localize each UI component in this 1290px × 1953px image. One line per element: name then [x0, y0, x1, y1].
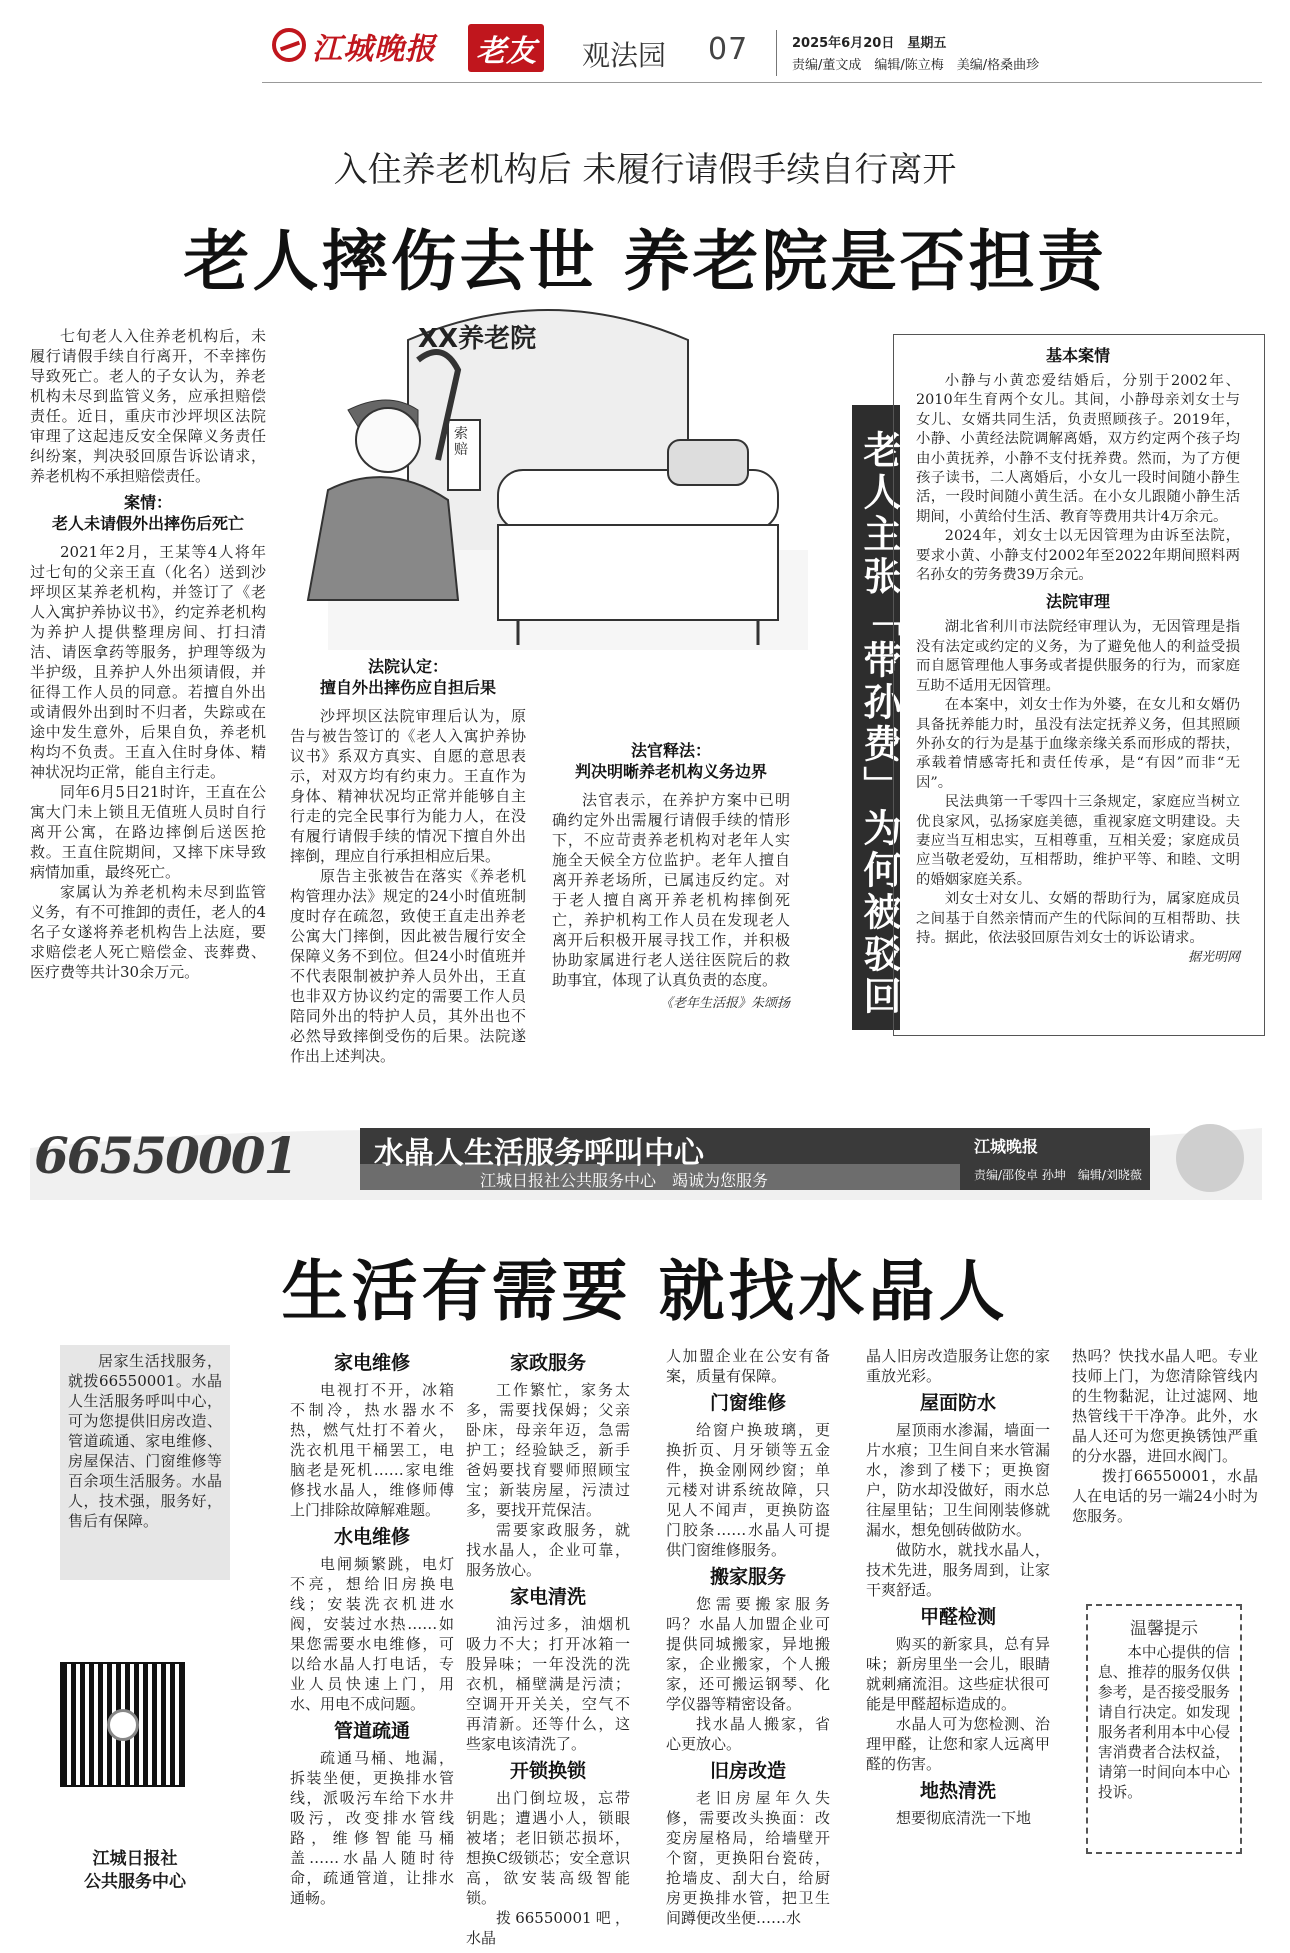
edition-badge: 老友 [468, 24, 544, 72]
service-heading-pipe-unclog: 管道疏通 [333, 1720, 410, 1742]
article-column-1 [30, 326, 266, 982]
divider [262, 82, 1262, 83]
issue-date: 2025年6月20日 星期五 [792, 36, 947, 51]
illustration-sign: XX养老院 [418, 324, 537, 354]
qr-code-icon[interactable] [60, 1662, 185, 1787]
service-heading-floor-heating: 地热清洗 [919, 1780, 996, 1802]
article-paragraph: 法官表示，在养护方案中已明确约定外出需履行请假手续的情形下，不应苛责养老机构对老年人实施全天候全方位监护。老年人擅自离开养老场所，已属违反约定。对于老人擅自离开养老机构摔倒死亡，养护机构工作人员在发现老人离开后积极开展寻找工作，并积极协助家属进行老人送往医院后的救助事宜，体现了认真负责的态度。 [552, 791, 790, 989]
banner-editors: 责编/邵俊卓 孙坤 编辑/刘晓薇 [974, 1168, 1142, 1182]
service-text: 工作繁忙，家务太多，需要找保姆；父亲卧床，母亲年迈，急需护工；经验缺乏，新手爸妈要找育婴师照顾宝宝；新装房屋，污渍过多，要找开荒保洁。 [466, 1381, 630, 1519]
service-heading-waterproofing: 屋面防水 [919, 1392, 996, 1414]
page-number: 07 [708, 32, 749, 67]
service-heading-renovation: 旧房改造 [709, 1760, 786, 1782]
service-heading-moving: 搬家服务 [709, 1566, 786, 1588]
service-text: 拨打66550001，水晶人在电话的另一端24小时为您服务。 [1072, 1467, 1258, 1525]
tip-text: 本中心提供的信息、推荐的服务仅供参考，是否接受服务请自行决定。如发现服务者利用本中心侵害消费者合法权益，请第一时间向本中心投诉。 [1098, 1644, 1230, 1801]
subhead-court: 法院认定： 擅自外出摔伤应自担后果 [319, 657, 496, 697]
service-slogan: 生活有需要 就找水晶人 [281, 1253, 1009, 1330]
service-heading-appliance-cleaning: 家电清洗 [509, 1586, 586, 1608]
sidebar-box [893, 334, 1265, 1036]
article-column-2 [290, 656, 526, 1066]
service-text: 电闸频繁跳，电灯不亮，想给旧房换电线；安装洗衣机进水阀，安装过水热……如果您需要水电维修，可以给水晶人打电话，专业人员快速上门，用水、用电不成问题。 [290, 1555, 454, 1713]
service-intro-box [60, 1345, 230, 1580]
article-column-3 [552, 656, 790, 1014]
article-source: 《老年生活报》朱颂扬 [659, 996, 790, 1011]
article-paragraph: 同年6月5日21时许，王直在公寓大门未上锁且无值班人员时自行离开公寓，在路边摔倒后送医抢救。王直住院期间，又摔下床导致病情加重，最终死亡。 [30, 783, 266, 881]
service-text: 购买的新家具，总有异味；新房里坐一会儿，眼睛就刺痛流泪。这些症状很可能是甲醛超标造成的。 [866, 1635, 1050, 1713]
service-text: 晶人旧房改造服务让您的家重放光彩。 [866, 1347, 1050, 1385]
hotline-number: 66550001 [34, 1126, 297, 1185]
service-text: 需要家政服务，就找水晶人，企业可靠，服务放心。 [466, 1521, 630, 1579]
service-heading-locksmith: 开锁换锁 [509, 1760, 586, 1782]
newspaper-logo: 江城晚报 [312, 32, 436, 67]
service-text: 疏通马桶、地漏，拆装坐便，更换排水管线，派吸污车给下水井吸污，改变排水管线路，维修智能马桶盖……水晶人随时待命，疏通管道，让排水通畅。 [290, 1749, 454, 1907]
service-text: 给窗户换玻璃，更换折页、月牙锁等五金件，换金刚网纱窗；单元楼对讲系统故障，只见人不闻声，更换防盗门胶条……水晶人可提供门窗维修服务。 [666, 1421, 830, 1559]
service-text: 您需要搬家服务吗？水晶人加盟企业可提供同城搬家，异地搬家，企业搬家，个人搬家，还可搬运钢琴、化学仪器等精密设备。 [666, 1595, 830, 1713]
sidebar-paragraph: 民法典第一千零四十三条规定，家庭应当树立优良家风，弘扬家庭美德，重视家庭文明建设。夫妻应当互相忠实，互相尊重，互相关爱；家庭成员应当敬老爱幼，互相帮助，维护平等、和睦、文明的婚姻家庭关系。 [916, 794, 1240, 888]
service-text: 做防水，就找水晶人，技术先进，服务周到，让家干爽舒适。 [866, 1541, 1050, 1599]
service-column-2 [466, 1346, 630, 1948]
masthead [0, 0, 1290, 90]
service-column-4 [866, 1346, 1050, 1828]
subhead-case: 案情： 老人未请假外出摔伤后死亡 [51, 493, 244, 533]
sidebar-paragraph: 2024年，刘女士以无因管理为由诉至法院，要求小黄、小静支付2002年至2022年期间照料两名孙女的劳务费39万余元。 [916, 528, 1240, 584]
tip-heading: 温馨提示 [1130, 1619, 1198, 1639]
article-intro: 七旬老人入住养老机构后，未履行请假手续自行离开，不幸摔伤导致死亡。老人的子女认为，养老机构未尽到监管义务，应承担赔偿责任。近日，重庆市沙坪坝区法院审理了这起违反安全保障义务责任纠纷案，判决驳回原告诉讼请求，养老机构不承担赔偿责任。 [30, 327, 266, 485]
editors-line: 责编/董文成 编辑/陈立梅 美编/格桑曲珍 [792, 58, 1040, 73]
section-name: 观法园 [582, 39, 667, 72]
service-text: 找水晶人搬家，省心更放心。 [666, 1715, 830, 1753]
sidebar-vertical-title: 老人主张「带孙费」为何被驳回 [852, 405, 900, 1030]
service-text: 拨66550001吧，水晶 [466, 1909, 630, 1947]
newspaper-logo-icon [272, 28, 306, 62]
banner-subtitle: 江城日报社公共服务中心 竭诚为您服务 [480, 1171, 769, 1190]
service-text: 屋顶雨水渗漏，墙面一片水痕；卫生间自来水管漏水，渗到了楼下；更换窗户，防水却没做好，雨水总往屋里钻；卫生间刚装修就漏水，想免刨砖做防水。 [866, 1421, 1050, 1539]
service-text: 电视打不开，冰箱不制冷，热水器水不热，燃气灶打不着火，洗衣机甩干桶罢工，电脑老是死机……家电维修找水晶人，维修师傅上门排除故障解难题。 [290, 1381, 454, 1519]
service-heading-door-window: 门窗维修 [709, 1392, 786, 1414]
sidebar-subhead-court: 法院审理 [1045, 592, 1110, 612]
illustration-note: 索赔 [454, 426, 468, 458]
divider [776, 30, 777, 76]
service-banner [30, 1108, 1262, 1200]
article-paragraph: 沙坪坝区法院审理后认为，原告与被告签订的《老人入寓护养协议书》系双方真实、自愿的意思表示，对双方均有约束力。王直作为身体、精神状况均正常并能够自主行走的完全民事行为能力人，在没有履行请假手续的情况下擅自外出摔倒，理应自行承担相应后果。 [290, 707, 526, 865]
service-heading-appliance-repair: 家电维修 [333, 1352, 410, 1374]
tip-box [1086, 1604, 1242, 1854]
service-text: 出门倒垃圾，忘带钥匙；遭遇小人，锁眼被堵；老旧锁芯损坏，想换C级锁芯；安全意识高，欲安装高级智能锁。 [466, 1789, 630, 1907]
service-intro [60, 1345, 230, 1537]
sidebar-paragraph: 刘女士对女儿、女婿的帮助行为，属家庭成员之间基于自然亲情而产生的代际间的互相帮助、扶持。据此，依法驳回原告刘女士的诉讼请求。 [916, 891, 1240, 946]
article-headline: 老人摔伤去世 养老院是否担责 [183, 223, 1107, 300]
sidebar-subhead-facts: 基本案情 [1045, 346, 1110, 365]
service-text: 水晶人可为您检测、治理甲醛，让您和家人远离甲醛的伤害。 [866, 1715, 1050, 1773]
qr-caption: 江城日报社 公共服务中心 [84, 1849, 186, 1892]
sidebar-source: 据光明网 [1187, 950, 1240, 966]
article-paragraph: 家属认为养老机构未尽到监管义务，有不可推卸的责任，老人的4名子女遂将养老机构告上法庭，要求赔偿老人死亡赔偿金、丧葬费、医疗费等共计30余万元。 [30, 883, 266, 981]
sidebar-content [916, 345, 1240, 968]
article-paragraph: 2021年2月，王某等4人将年过七旬的父亲王直（化名）送到沙坪坝区某养老机构，并签订了《老人入寓护养协议书》，约定养老机构为养护人提供整理房间、打扫清洁、请医拿药等服务，护理等级为半护级，且养护人外出须请假，并征得工作人员的同意。若擅自外出或请假外出到时不归者，失踪或在途中发生意外，后果自负，养老机构均不负责。王直入住时身体、精神状况均正常，能自主行走。 [30, 543, 266, 781]
service-heading-housekeeping: 家政服务 [509, 1352, 586, 1374]
illustration-nursing-home [268, 300, 828, 660]
service-text: 想要彻底清洗一下地 [896, 1809, 1032, 1827]
sidebar-paragraph: 湖北省利川市法院经审理认为，无因管理是指没有法定或约定的义务，为了避免他人的利益受损而自愿管理他人事务或者提供服务的行为，而家庭互助不适用无因管理。 [916, 619, 1240, 694]
banner-logo: 江城晚报 [974, 1137, 1039, 1156]
service-heading-formaldehyde: 甲醛检测 [919, 1606, 996, 1628]
service-column-5 [1072, 1346, 1258, 1526]
service-text: 热吗？快找水晶人吧。专业技师上门，为您清除管线内的生物黏泥，让过滤网、地热管线干干净净。此外，水晶人还可为您更换锈蚀严重的分水器，进回水阀门。 [1072, 1347, 1258, 1465]
banner-title: 水晶人生活服务呼叫中心 [374, 1136, 704, 1171]
article-kicker: 入住养老机构后 未履行请假手续自行离开 [333, 150, 957, 190]
service-heading-plumbing-electric: 水电维修 [333, 1526, 410, 1548]
service-text: 老旧房屋年久失修，需要改头换面：改変房屋格局，给墙壁开个窗，更换阳台瓷砖，抢墙皮、刮大白，给厨房更换排水管，把卫生间蹲便改坐便……水 [666, 1789, 830, 1927]
subhead-judge: 法官释法： 判决明晰养老机构义务边界 [574, 741, 767, 781]
sidebar-paragraph: 在本案中，刘女士作为外婆，在女儿和女婿仍具备抚养能力时，虽没有法定抚养义务，但其照顾外孙女的行为是基于血缘亲缘关系而形成的帮扶，承载着情感寄托和责任传承，是“有因”而非“无因”。 [916, 697, 1240, 791]
service-text: 油污过多，油烟机吸力不大；打开冰箱一股异味；一年没洗的洗衣机，桶壁满是污渍；空调开开关关，空气不再清新。还等什么，这些家电该清洗了。 [466, 1615, 630, 1753]
service-column-3 [666, 1346, 830, 1928]
service-column-1 [290, 1346, 454, 1908]
service-intro-text: 居家生活找服务，就拨66550001。水晶人生活服务呼叫中心，可为您提供旧房改造、管道疏通、家电维修、房屋保洁、门窗维修等百余项生活服务。水晶人，技术强，服务好，售后有保障。 [68, 1352, 222, 1530]
sidebar-paragraph: 小静与小黄恋爱结婚后，分别于2002年、2010年生育两个女儿。其间，小静母亲刘女士与女儿、女婿共同生活，负责照顾孩子。2019年，小静、小黄经法院调解离婚，双方约定两个孩子均由小黄抚养，小静不支付抚养费。然而，为了方便孩子读书，二人离婚后，小女儿一段时间随小静生活，一段时间随小黄生活。在小女儿跟随小静生活期间，小黄给付生活、教育等费用共计4万余元。 [916, 373, 1240, 525]
article-paragraph: 原告主张被告在落实《养老机构管理办法》规定的24小时值班制度时存在疏忽，致使王直走出养老公寓大门摔倒，因此被告履行安全保障义务不到位。但24小时值班并不代表限制被护养人员外出，王直也非双方协议约定的需要工作人员陪同外出的特护人员，其外出也不必然导致摔倒受伤的后果。法院遂作出上述判决。 [290, 867, 526, 1065]
service-text: 人加盟企业在公安有备案，质量有保障。 [666, 1347, 830, 1385]
